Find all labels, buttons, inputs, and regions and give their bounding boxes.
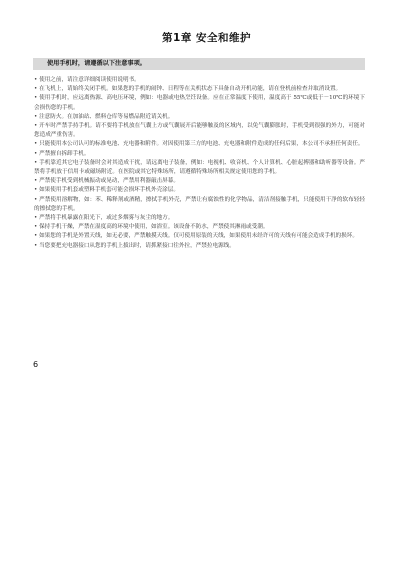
safety-item: • 保持手机干燥，严禁在湿度高的环境中使用，如浴室。该设备不防水，严禁使其淋雨或受潮。 [34,224,269,231]
safety-list [34,76,365,251]
chapter-title: 第1章 安全和维护 [162,32,251,44]
safety-item: • 如果您的手机是外置天线，如无必要，严禁触摸天线。仅可使用原装的天线，如果使用未经许可的天线有可能会造成手机的损坏。 [34,233,358,240]
page-number: 6 [33,360,39,369]
safety-item: • 如果使用手机套或塑料手机套可能会损坏手机外壳涂层。 [34,187,179,194]
safety-item: • 严禁擅自拆卸手机。 [34,150,90,157]
notice-banner [33,58,365,70]
safety-item: • 只能使用本公司认可的标准电池、充电器和附件。对因使用第三方的电池、充电器和附件造成的任何后果，本公司不承担任何责任。 [34,141,364,148]
safety-item: • 手机靠近其它电子装备时会对其造成干扰，请远离电子装备，例如：电视机、收音机、个人计算机、心脏起搏器和助听器等设备。严禁将手机放于信用卡或磁场附近。在医院或其它特殊场所，请遵循特殊场所相关规定使用您的手机。 [34,159,365,176]
safety-item: • 开车时严禁手持手机。请不要将手机放在气囊上方或气囊展开后能够触及的区域内，以免气囊膨胀时，手机受到很强的外力，可能对您造成严重伤害。 [34,123,365,139]
safety-item: • 当您要把充电器接口从您的手机上拔出时，请抓紧接口往外拉，严禁拉电源线。 [34,242,235,249]
safety-item: • 严禁使用溶解物，如：苯、稀释剂或酒精，擦拭手机外壳，严禁让有腐蚀性的化学物品，清洁剂接触手机，只能使用干净的软布轻轻的擦拭您的手机。 [34,196,365,212]
safety-item: • 严禁将手机暴露在阳光下，或过多烟雾与灰尘的地方。 [34,215,174,222]
safety-item: • 注意防火。在加油站、燃料仓库等易燃品附近请关机。 [34,113,174,120]
safety-item: • 使用手机时，应远离热源、高电压环境，例如：电器或电热烹饪设备。应在正常温度下使用，温度高于 55℃或低于－10℃的环境下会损伤您的手机。 [34,95,365,111]
safety-item: • 严禁使手机受到机械振动或晃动，严禁用利器敲击屏幕。 [34,178,179,185]
notice-text: 使用手机时，请遵循以下注意事项。 [47,60,146,67]
safety-item: • 在飞机上，请始终关闭手机。如果您的手机的闹钟、日程等在关机状态下具备自动开机功能，请在登机前检查并取消设置。 [34,86,342,93]
safety-item: • 使用之前，请注意详细阅读使用说明书。 [34,77,140,83]
